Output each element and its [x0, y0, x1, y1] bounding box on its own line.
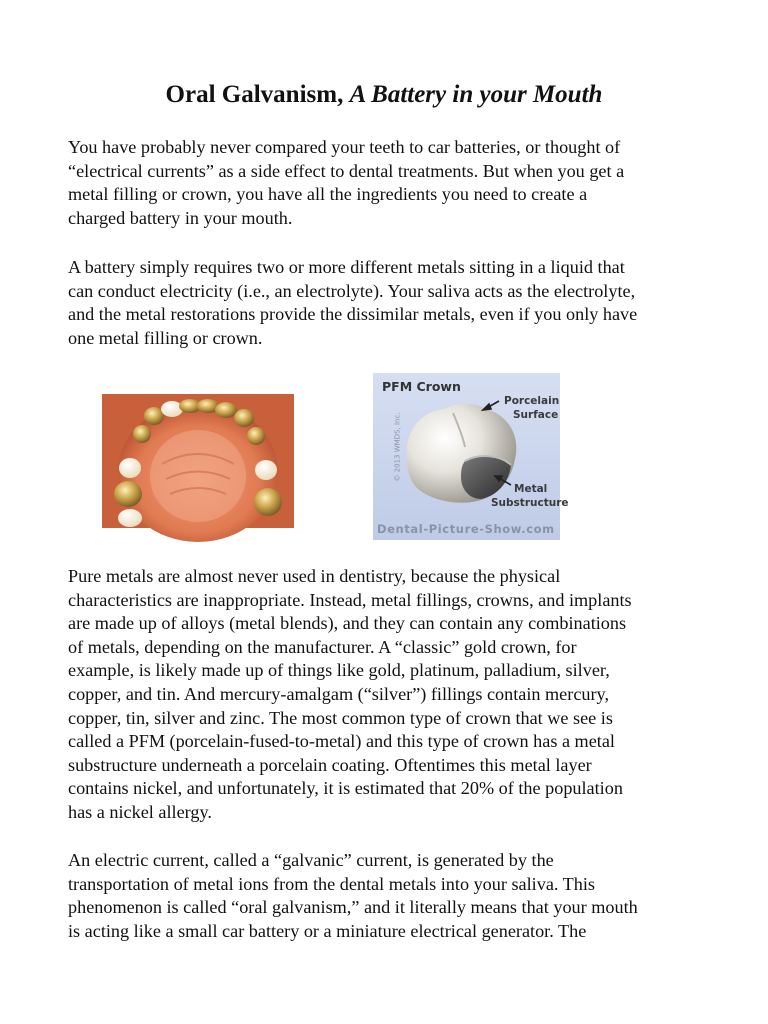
- mouth-photo-illustration: [102, 394, 294, 528]
- substructure-label: Substructure: [491, 497, 569, 509]
- paragraph-line: called a PFM (porcelain-fused-to-metal) and this type of crown has a metal: [68, 731, 615, 752]
- porcelain-arrow: [483, 401, 499, 410]
- paragraph-line: phenomenon is called “oral galvanism,” and it literally means that your mouth: [68, 897, 638, 918]
- paragraph-line: example, is likely made up of things like gold, platinum, palladium, silver,: [68, 660, 610, 681]
- paragraph-line: are made up of alloys (metal blends), and they can contain any combinations: [68, 613, 627, 634]
- paragraph-intro: [68, 136, 708, 230]
- crown-copyright: © 2013 WMDS, Inc.: [393, 412, 402, 482]
- paragraph-line: and the metal restorations provide the dissimilar metals, even if you only have: [68, 304, 638, 325]
- paragraph-line: contains nickel, and unfortunately, it is estimated that 20% of the population: [68, 778, 623, 799]
- paragraph-line: of metals, depending on the manufacturer. A “classic” gold crown, for: [68, 636, 577, 657]
- paragraph-line: “electrical currents” as a side effect to dental treatments. But when you get a: [68, 160, 625, 181]
- paragraph-line: An electric current, called a “galvanic” current, is generated by the: [68, 850, 554, 870]
- pfm-crown-figure: [373, 373, 569, 540]
- metal-label: Metal: [514, 483, 548, 495]
- paragraph-line: can conduct electricity (i.e., an electrolyte). Your saliva acts as the electrolyte,: [68, 280, 636, 301]
- paragraph-line: Pure metals are almost never used in dentistry, because the physical: [68, 566, 561, 586]
- paragraph-line: transportation of metal ions from the dental metals into your saliva. This: [68, 873, 595, 894]
- mouth-photo: [102, 394, 294, 528]
- paragraph-line: substructure underneath a porcelain coating. Oftentimes this metal layer: [68, 754, 592, 775]
- crown-source-credit: Dental-Picture-Show.com: [377, 522, 555, 536]
- paragraph-line: characteristics are inappropriate. Instead, metal fillings, crowns, and implants: [68, 589, 632, 610]
- paragraph-battery: [68, 256, 708, 350]
- crown-illustration: [373, 373, 560, 540]
- paragraph-line: metal filling or crown, you have all the ingredients you need to create a: [68, 184, 588, 205]
- title-main: Oral Galvanism,: [165, 80, 350, 108]
- paragraph-line: has a nickel allergy.: [68, 801, 212, 822]
- title-italic-subtitle: A Battery in your Mouth: [349, 80, 603, 108]
- crown-figure-title: PFM Crown: [382, 379, 461, 394]
- paragraph-alloys: [68, 565, 708, 825]
- surface-label: Surface: [513, 409, 559, 421]
- paragraph-galvanic: [68, 849, 708, 943]
- paragraph-line: copper, tin, silver and zinc. The most common type of crown that we see is: [68, 707, 613, 728]
- paragraph-line: copper, and tin. And mercury-amalgam (“silver”) fillings contain mercury,: [68, 683, 609, 704]
- porcelain-label: Porcelain: [504, 395, 560, 407]
- paragraph-line: You have probably never compared your teeth to car batteries, or thought of: [68, 137, 621, 157]
- paragraph-line: one metal filling or crown.: [68, 327, 263, 348]
- paragraph-line: charged battery in your mouth.: [68, 207, 293, 228]
- paragraph-line: A battery simply requires two or more different metals sitting in a liquid that: [68, 257, 625, 277]
- page-title: [0, 79, 768, 111]
- paragraph-line: is acting like a small car battery or a miniature electrical generator. The: [68, 920, 587, 941]
